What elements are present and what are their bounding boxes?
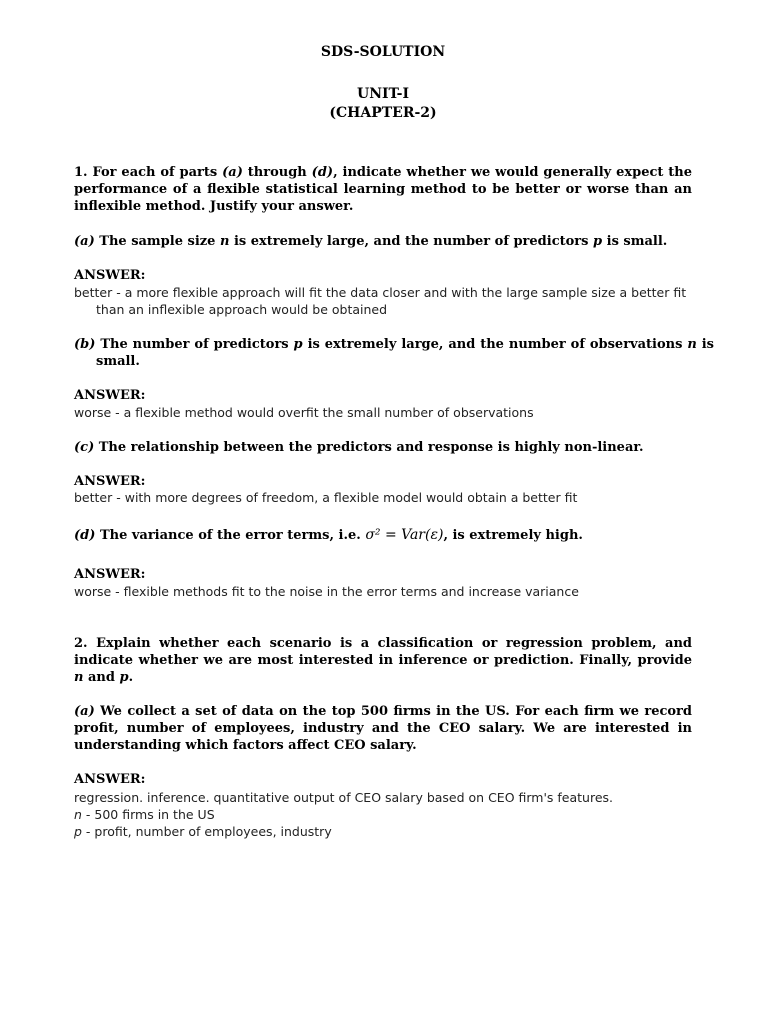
answer-heading: ANSWER:: [74, 474, 146, 489]
question-text: is small.: [96, 337, 714, 369]
answer-heading: ANSWER:: [74, 388, 146, 403]
math-variable: n: [687, 337, 697, 352]
math-variable: p: [293, 337, 303, 352]
question-text: We collect a set of data on the top 500 firms in the US. For each firm we record profit, number of employees, industry and the CEO salary. We are interested in understanding which factors affect CEO salary.: [74, 704, 692, 753]
question-text: The relationship between the predictors and response is highly non-linear.: [98, 440, 644, 455]
part-d-question: [74, 527, 692, 544]
question-number: 2.: [74, 636, 88, 651]
question-text: .: [128, 670, 134, 685]
answer-heading: ANSWER:: [74, 268, 146, 283]
question-2a: [74, 703, 692, 754]
question-text: , is extremely high.: [443, 528, 583, 543]
part-ref: (a): [222, 165, 243, 180]
document-title: SDS-SOLUTION: [320, 44, 446, 60]
part-label: (a): [74, 234, 95, 249]
question-text: is small.: [606, 234, 668, 249]
question-number: 1.: [74, 165, 88, 180]
part-b-question: [74, 336, 714, 370]
question-text: The number of predictors: [100, 337, 289, 352]
answer-n-line: [74, 806, 692, 823]
answer-text: better - with more degrees of freedom, a flexible model would obtain a better fit: [74, 490, 578, 505]
question-text: Explain whether each scenario is a classification or regression problem, and indicate whether we are most interested in inference or prediction. Finally, provide: [74, 636, 692, 668]
part-label: (d): [74, 528, 96, 543]
unit-heading: UNIT-I: [356, 86, 409, 102]
part-c-question: [74, 439, 692, 456]
math-variable: n: [74, 670, 84, 685]
part-a-question: [74, 233, 692, 250]
question-text: through: [247, 165, 307, 180]
question-text: The variance of the error terms, i.e.: [99, 528, 361, 543]
question-1: [74, 164, 692, 215]
part-label: (b): [74, 337, 96, 352]
math-variable: p: [593, 234, 603, 249]
question-text: , indicate whether we would generally expect the performance of a flexible statistical learning method to be better or worse than an inflexible method. Justify your answer.: [74, 165, 693, 214]
math-variable: n: [74, 807, 82, 822]
part-label: (a): [74, 704, 95, 719]
answer-heading: ANSWER:: [74, 772, 146, 787]
answer-text: - profit, number of employees, industry: [85, 824, 332, 839]
answer-text: regression. inference. quantitative output of CEO salary based on CEO firm's features.: [74, 790, 614, 805]
chapter-heading: (CHAPTER-2): [329, 105, 437, 121]
part-label: (c): [74, 440, 95, 455]
question-2: [74, 635, 692, 686]
question-text: is extremely large, and the number of predictors: [233, 234, 589, 249]
question-text: The sample size: [99, 234, 216, 249]
question-text: For each of parts: [92, 165, 218, 180]
answer-p-line: [74, 823, 692, 840]
question-text: and: [87, 670, 115, 685]
math-variable: n: [219, 234, 230, 249]
answer-text: worse - flexible methods fit to the noise in the error terms and increase variance: [74, 584, 579, 599]
part-ref: (d): [311, 165, 334, 180]
answer-text: worse - a flexible method would overfit the small number of observations: [74, 405, 534, 420]
math-variable: p: [74, 824, 82, 839]
answer-heading: ANSWER:: [74, 567, 146, 582]
answer-text: better - a more flexible approach will fit the data closer and with the large sample size a better fit than an inflexible approach would be obtained: [74, 285, 687, 317]
answer-text: - 500 firms in the US: [85, 807, 215, 822]
math-variable: p: [119, 670, 129, 685]
question-text: is extremely large, and the number of observations: [307, 337, 683, 352]
variance-formula: σ² = Var(ε): [365, 527, 444, 543]
